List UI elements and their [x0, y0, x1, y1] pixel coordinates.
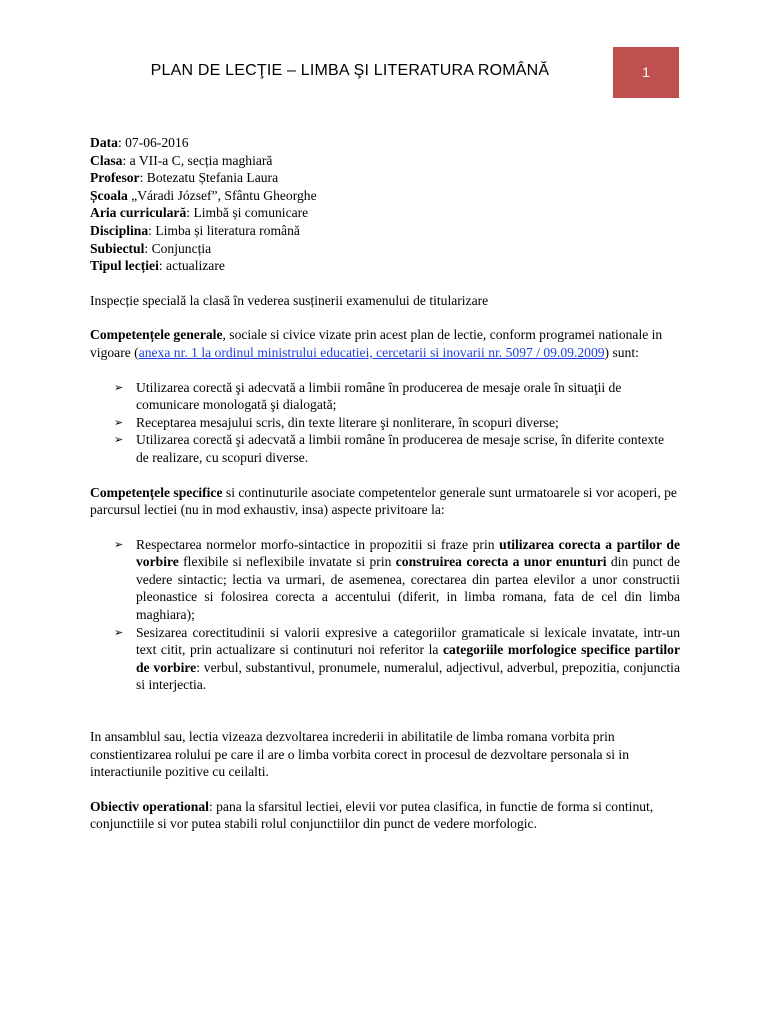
meta-label: Aria curriculară	[90, 205, 187, 221]
list-item	[90, 431, 680, 466]
meta-discipline	[90, 222, 680, 240]
lesson-metadata	[90, 134, 680, 275]
meta-subject	[90, 240, 680, 258]
meta-curricular-area	[90, 204, 680, 222]
list-item-text: Utilizarea corectă şi adecvată a limbii române în producerea de mesaje scrise, în diferite contexte de realizare, cu scopuri diverse.	[136, 432, 665, 465]
arrow-bullet-icon: ➢	[114, 380, 124, 394]
text: : verbul, substantivul, pronumele, numeralul, adjectivul, adverbul, prepozitia, conjunctia si interjectia.	[136, 659, 680, 693]
meta-value: „Váradi József”, Sfântu Gheorghe	[127, 187, 317, 203]
specific-competences-heading: Competențele specifice	[90, 484, 223, 500]
meta-value: : Conjuncția	[144, 240, 212, 256]
general-text-end: ) sunt:	[604, 344, 639, 360]
emphasis: construirea corecta a unor enunturi	[395, 554, 607, 570]
meta-value: : actualizare	[158, 258, 225, 274]
arrow-bullet-icon: ➢	[114, 415, 124, 429]
meta-label: Tipul lecției	[90, 258, 159, 274]
general-competences-list	[90, 379, 680, 467]
specific-text: si continuturile asociate competentelor generale sunt urmatoarele si vor acoperi, pe parcursul lectiei (nu in mod exhaustiv, insa) aspecte privitoare la:	[90, 484, 677, 518]
list-item	[90, 624, 680, 694]
emphasis: categoriile morfologice specifice partilor de vorbire	[136, 642, 681, 675]
objective-heading: Obiectiv operational	[90, 798, 209, 814]
list-item	[90, 536, 680, 624]
document-body	[90, 134, 680, 833]
objective-text: : pana la sfarsitul lectiei, elevii vor putea clasifica, in functie de forma si continut, conjunctiile si vor putea stabili rolul conjunctiilor din punct de vedere morfologic.	[90, 798, 654, 832]
meta-label: Data	[90, 135, 118, 150]
list-item-text: Utilizarea corectă şi adecvată a limbii române în producerea de mesaje orale în situaţii de comunicare monologată şi dialogată;	[136, 379, 622, 413]
text: din punct de vedere sintactic; lectia va urmari, de asemenea, corectarea din partea elevilor a unor constructii pleonastice si folosirea corecta a accentului (diferit, in limba romana, fata de cel din limba maghiara);	[136, 554, 680, 623]
general-text: , sociale si civice vizate prin acest plan de lectie, conform programei nationale in vigoare (	[90, 327, 663, 360]
list-item	[90, 414, 680, 432]
general-competences-intro	[90, 326, 680, 361]
meta-label: Clasa	[90, 152, 123, 168]
overall-goal-paragraph: In ansamblul sau, lectia vizeaza dezvoltarea increderii in abilitatile de limba romana vorbita prin constientizarea rolului pe care il are o limba vorbita corect in procesul de dezvoltare personala si in interactiunile pozitive cu ceilalti.	[90, 729, 629, 780]
meta-school	[90, 187, 680, 205]
text: Respectarea normelor morfo-sintactice in propozitii si fraze prin	[136, 536, 500, 552]
meta-label: Subiectul	[90, 240, 145, 256]
meta-lesson-type	[90, 257, 680, 275]
meta-value: : Botezatu Ștefania Laura	[139, 170, 279, 186]
inspection-note: Inspecție specială la clasă în vederea susținerii examenului de titularizare	[90, 292, 489, 308]
meta-value: : 07-06-2016	[117, 135, 189, 150]
text: flexibile si neflexibile invatate si prin	[178, 554, 396, 570]
meta-label: Școala	[90, 187, 128, 203]
arrow-bullet-icon: ➢	[114, 537, 124, 551]
arrow-bullet-icon: ➢	[114, 625, 124, 639]
meta-class	[90, 152, 680, 170]
specific-competences-list	[90, 536, 680, 694]
curriculum-annex-link[interactable]: anexa nr. 1 la ordinul ministrului educatiei, cercetarii si inovarii nr. 5097 / 09.09.2009	[138, 344, 605, 360]
meta-label: Disciplina	[90, 222, 149, 238]
document-title: PLAN DE LECŢIE – LIMBA ŞI LITERATURA ROMÂNĂ	[150, 62, 550, 79]
text: Sesizarea corectitudinii si valorii expresive a categoriilor gramaticale si lexicale invatate, intr-un text citit, prin actualizare si continuturi noi referitor la	[136, 624, 680, 658]
general-competences-heading: Competențele generale	[90, 327, 223, 343]
operational-objective	[90, 798, 680, 833]
emphasis: utilizarea corecta a partilor de vorbire	[136, 536, 680, 570]
meta-value: : Limba și literatura română	[148, 222, 300, 238]
meta-value: : a VII-a C, secția maghiară	[122, 152, 273, 168]
page-number-badge: 1	[613, 47, 679, 98]
arrow-bullet-icon: ➢	[114, 433, 124, 447]
list-item-text: Receptarea mesajului scris, din texte literare şi nonliterare, în scopuri diverse;	[136, 414, 559, 430]
meta-date	[90, 134, 680, 152]
meta-teacher	[90, 169, 680, 187]
specific-competences-intro	[90, 484, 680, 519]
list-item	[90, 379, 680, 414]
meta-value: : Limbă și comunicare	[186, 205, 309, 221]
meta-label: Profesor	[90, 170, 140, 186]
